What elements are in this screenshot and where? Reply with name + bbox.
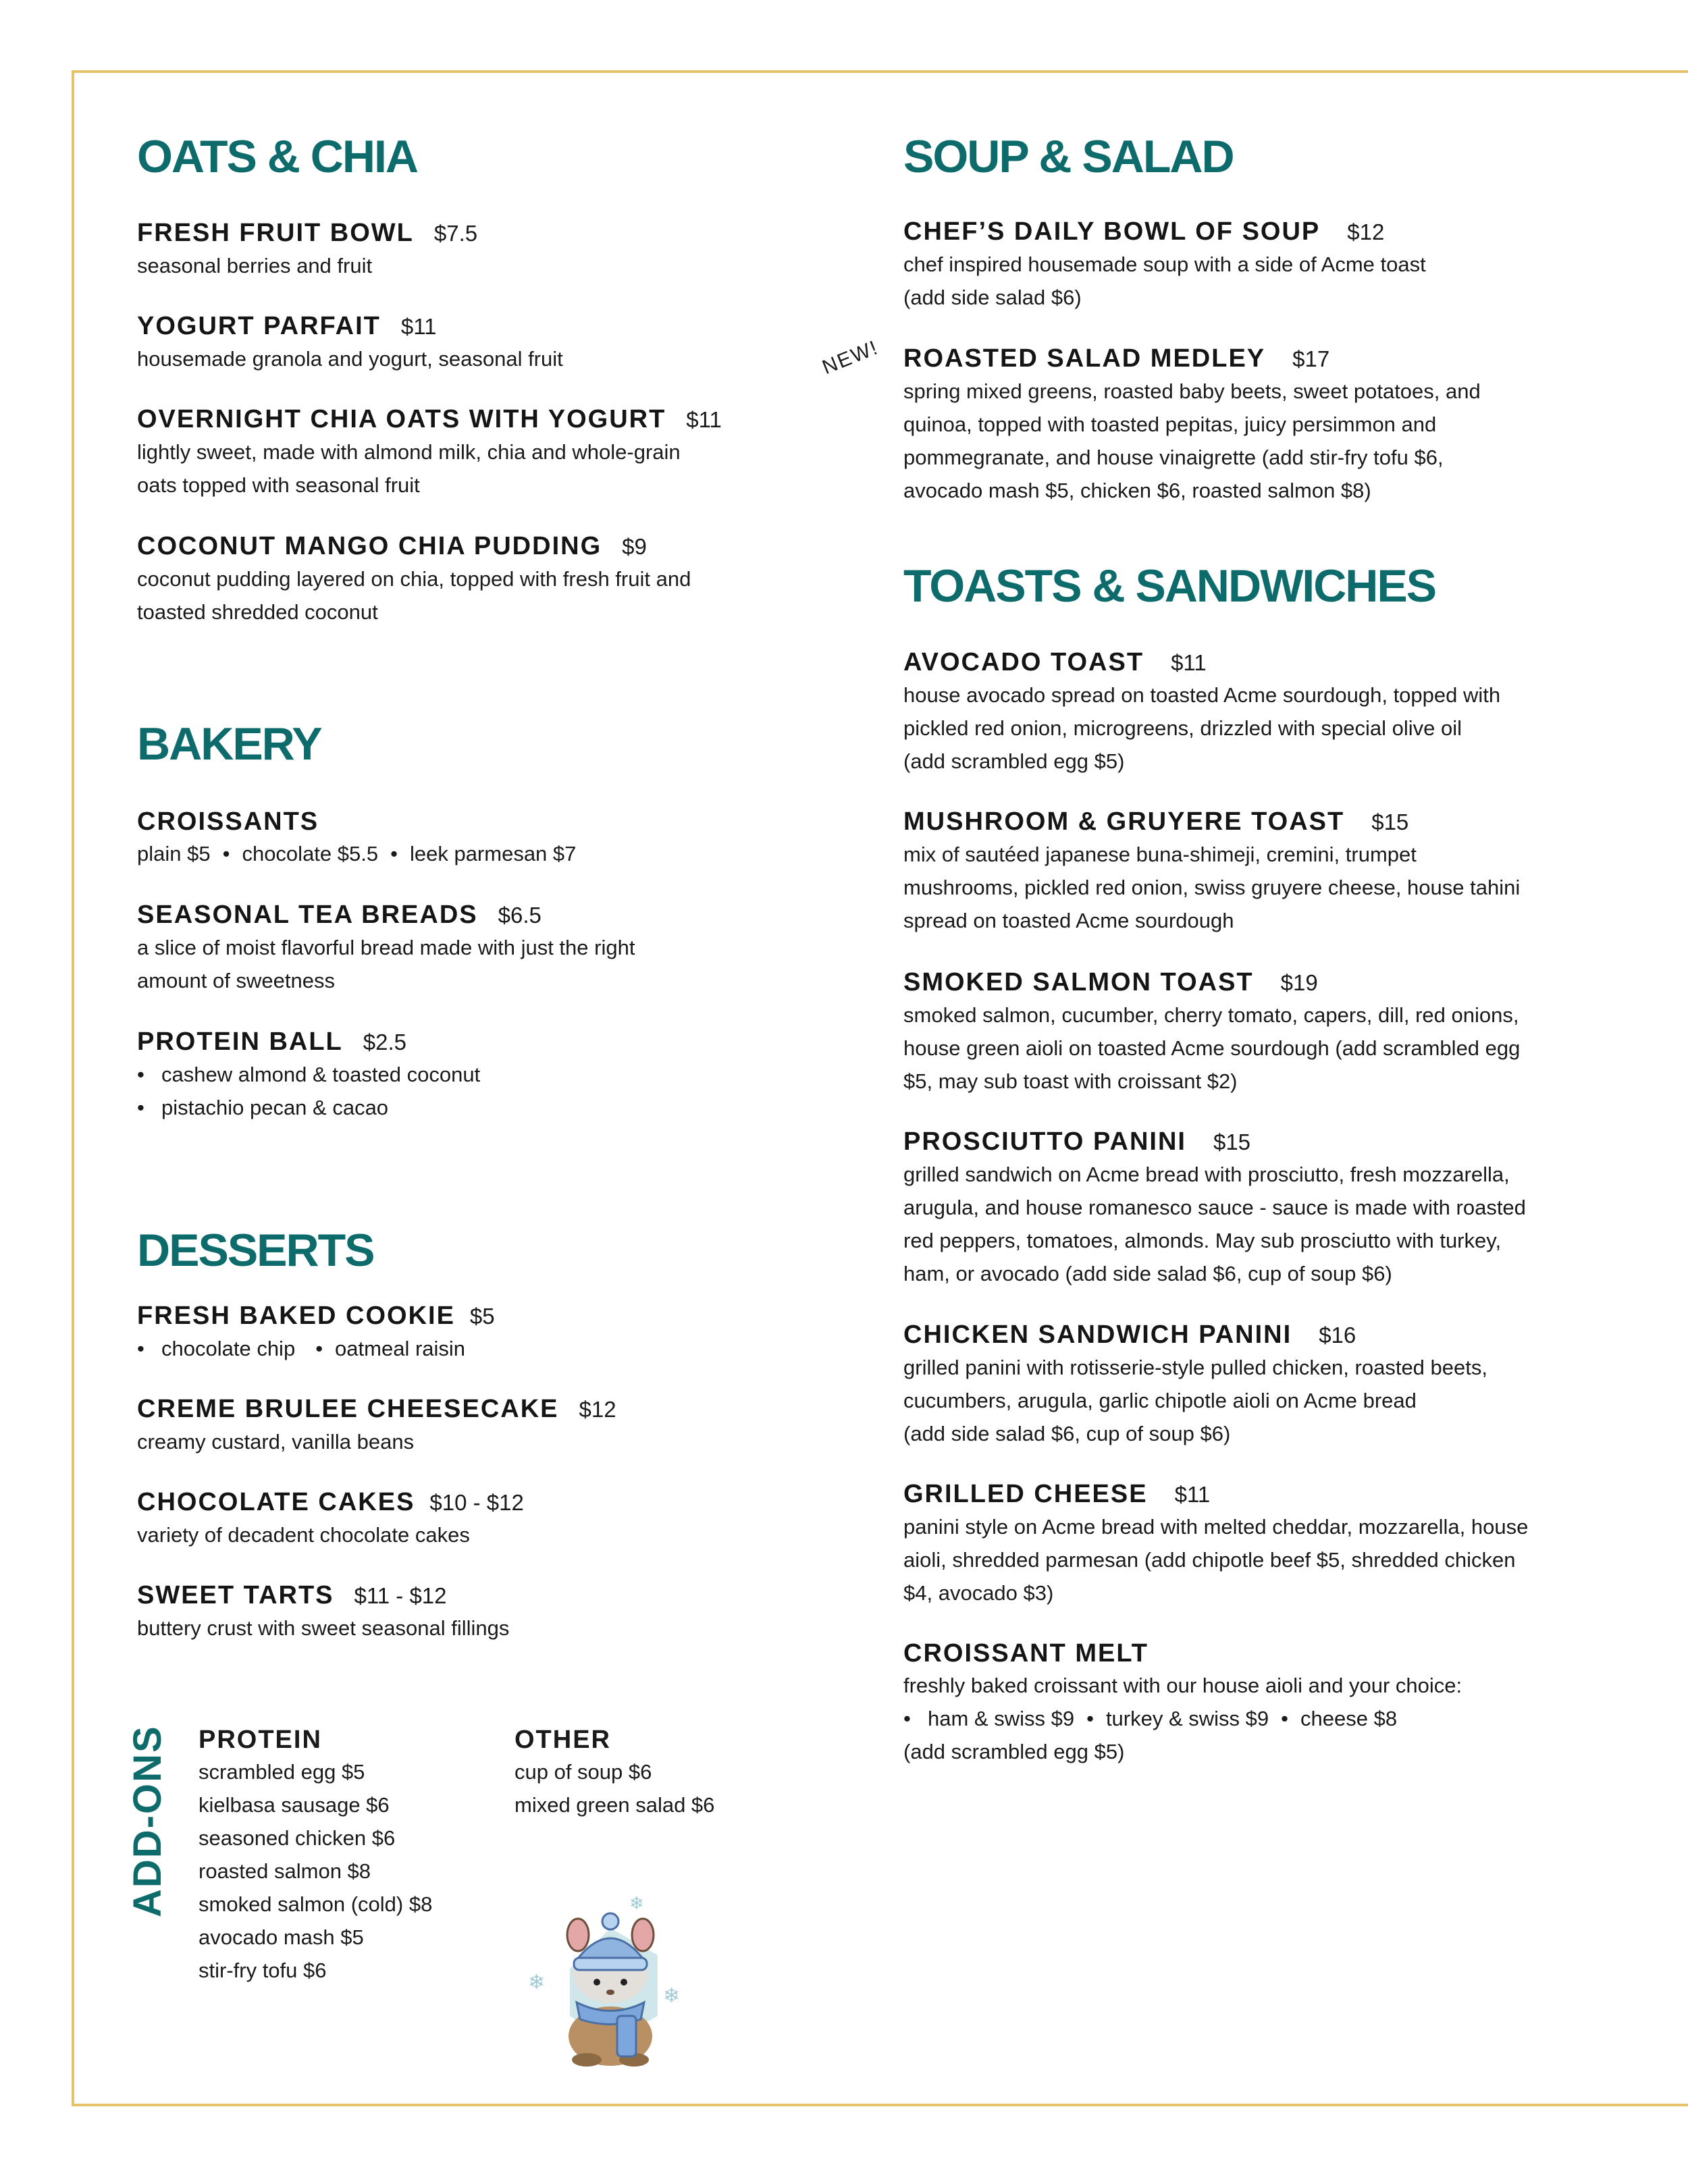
item-name: CROISSANTS (137, 807, 319, 836)
item-price: $11 (1171, 650, 1207, 675)
bullet-item: • pistachio pecan & cacao (137, 1096, 389, 1119)
item-description: aioli, shredded parmesan (add chipotle beef $5, shredded chicken (903, 1548, 1516, 1572)
menu-item-chocolate-cakes (137, 1487, 745, 1551)
addon-row: seasoned chicken $6 (199, 1826, 396, 1850)
menu-item-mushroom-gruyere-toast (903, 806, 1572, 937)
menu-item-creme-brulee-cheesecake (137, 1393, 745, 1458)
item-description: buttery crust with sweet seasonal fillings (137, 1616, 510, 1640)
addon-row: scrambled egg $5 (199, 1760, 365, 1784)
item-name: PROSCIUTTO PANINI (903, 1127, 1186, 1156)
item-description: lightly sweet, made with almond milk, chia and whole-grain (137, 440, 681, 464)
addon-row: cup of soup $6 (515, 1760, 652, 1784)
menu-item-croissants (137, 806, 745, 870)
item-price: $6.5 (498, 903, 542, 928)
menu-item-coconut-mango-chia-pudding (137, 531, 745, 629)
item-description: grilled panini with rotisserie-style pulled chicken, roasted beets, (903, 1356, 1487, 1379)
item-name: SMOKED SALMON TOAST (903, 968, 1254, 996)
item-description: smoked salmon, cucumber, cherry tomato, capers, dill, red onions, (903, 1003, 1519, 1027)
item-name: ROASTED SALAD MEDLEY (903, 344, 1266, 373)
menu-item-roasted-salad-medley (903, 343, 1572, 507)
menu-item-fresh-fruit-bowl (137, 217, 745, 282)
item-name: CHOCOLATE CAKES (137, 1488, 415, 1516)
item-name: CHICKEN SANDWICH PANINI (903, 1321, 1292, 1349)
item-description: variety of decadent chocolate cakes (137, 1523, 470, 1547)
addon-row: avocado mash $5 (199, 1925, 364, 1949)
item-description: avocado mash $5, chicken $6, roasted salmon $8) (903, 479, 1371, 502)
item-description: spring mixed greens, roasted baby beets, sweet potatoes, and (903, 379, 1481, 403)
item-name: CREME BRULEE CHEESECAKE (137, 1395, 559, 1423)
item-price: $12 (1347, 219, 1385, 244)
svg-text:❄: ❄ (629, 1893, 644, 1913)
menu-item-grilled-cheese (903, 1479, 1572, 1609)
item-description: (add scrambled egg $5) (903, 1740, 1125, 1763)
item-description: ham, or avocado (add side salad $6, cup of soup $6) (903, 1262, 1392, 1285)
item-description: mushrooms, pickled red onion, swiss gruyere cheese, house tahini (903, 876, 1521, 899)
item-description: spread on toasted Acme sourdough (903, 909, 1234, 932)
menu-item-fresh-baked-cookie (137, 1300, 745, 1365)
item-name: GRILLED CHEESE (903, 1480, 1148, 1508)
option: plain $5 (137, 842, 211, 865)
soup-heading: SOUP & SALAD (903, 131, 1234, 182)
addons-protein (199, 1724, 432, 1987)
item-name: FRESH FRUIT BOWL (137, 219, 414, 247)
bear-mascot-illustration (523, 1888, 698, 2070)
addons-label: ADD-ONS (126, 1725, 169, 1917)
item-price: $15 (1371, 809, 1409, 834)
item-price: $19 (1280, 970, 1318, 995)
item-description: creamy custard, vanilla beans (137, 1430, 415, 1454)
item-description: house green aioli on toasted Acme sourdough (add scrambled egg (903, 1036, 1521, 1060)
item-description: pommegranate, and house vinaigrette (add stir-fry tofu $6, (903, 446, 1444, 469)
item-price: $11 (400, 314, 437, 339)
croissant-melt-options: • ham & swiss $9 • turkey & swiss $9 • cheese $8 (903, 1707, 1398, 1730)
menu-item-sweet-tarts (137, 1580, 745, 1645)
addons-other-title: OTHER (515, 1726, 611, 1754)
item-description: freshly baked croissant with our house aioli and your choice: (903, 1674, 1462, 1697)
item-description: panini style on Acme bread with melted cheddar, mozzarella, house (903, 1515, 1529, 1539)
item-description: $4, avocado $3) (903, 1581, 1054, 1605)
item-description: amount of sweetness (137, 969, 335, 992)
menu-item-prosciutto-panini (903, 1126, 1572, 1290)
item-description: oats topped with seasonal fruit (137, 473, 420, 497)
item-description: housemade granola and yogurt, seasonal fruit (137, 347, 563, 371)
menu-item-overnight-chia-oats (137, 404, 745, 502)
toasts-heading: TOASTS & SANDWICHES (903, 560, 1436, 612)
option: leek parmesan $7 (409, 842, 577, 865)
menu-item-smoked-salmon-toast (903, 967, 1572, 1098)
item-price: $11 (686, 407, 722, 432)
item-price: $17 (1292, 346, 1330, 371)
addon-row: kielbasa sausage $6 (199, 1793, 390, 1817)
menu-item-protein-ball (137, 1026, 745, 1124)
option: oatmeal raisin (335, 1337, 466, 1360)
item-price: $5 (469, 1304, 495, 1329)
item-description: grilled sandwich on Acme bread with prosciutto, fresh mozzarella, (903, 1163, 1510, 1186)
addon-row: mixed green salad $6 (515, 1793, 715, 1817)
item-description: chef inspired housemade soup with a side of Acme toast (903, 252, 1426, 276)
item-name: PROTEIN BALL (137, 1028, 343, 1056)
item-price: $11 (1174, 1482, 1211, 1507)
item-description: seasonal berries and fruit (137, 254, 373, 277)
item-price: $16 (1319, 1323, 1356, 1348)
item-description: cucumbers, arugula, garlic chipotle aioli on Acme bread (903, 1389, 1417, 1412)
item-price: $12 (579, 1397, 616, 1422)
item-description: quinoa, topped with toasted pepitas, juicy persimmon and (903, 412, 1437, 436)
item-description: toasted shredded coconut (137, 600, 378, 624)
menu-item-croissant-melt (903, 1638, 1572, 1768)
item-description: pickled red onion, microgreens, drizzled with special olive oil (903, 716, 1462, 740)
cookie-options: • chocolate chip • oatmeal raisin (137, 1337, 466, 1360)
menu-item-seasonal-tea-breads (137, 899, 745, 997)
croissant-options: plain $5 • chocolate $5.5 • leek parmesan $7 (137, 842, 577, 865)
desserts-heading: DESSERTS (137, 1225, 374, 1276)
item-name: AVOCADO TOAST (903, 648, 1144, 676)
item-price: $7.5 (433, 221, 478, 246)
item-name: CROISSANT MELT (903, 1639, 1149, 1668)
item-description: $5, may sub toast with croissant $2) (903, 1069, 1238, 1093)
new-badge: NEW! (819, 336, 882, 379)
item-description: (add scrambled egg $5) (903, 749, 1125, 773)
bullet-item: • cashew almond & toasted coconut (137, 1063, 481, 1086)
item-price: $9 (622, 534, 647, 559)
menu-item-yogurt-parfait (137, 311, 745, 375)
item-name: CHEF’S DAILY BOWL OF SOUP (903, 217, 1321, 246)
menu-item-chicken-sandwich-panini (903, 1319, 1572, 1450)
item-price: $2.5 (363, 1030, 407, 1055)
item-price: $15 (1213, 1129, 1251, 1154)
item-name: COCONUT MANGO CHIA PUDDING (137, 532, 602, 560)
item-name: MUSHROOM & GRUYERE TOAST (903, 807, 1345, 836)
item-description: house avocado spread on toasted Acme sourdough, topped with (903, 683, 1501, 707)
menu-item-chefs-daily-soup (903, 216, 1572, 314)
addon-row: stir-fry tofu $6 (199, 1959, 327, 1982)
item-price: $10 - $12 (429, 1490, 524, 1515)
item-name: SWEET TARTS (137, 1581, 334, 1609)
svg-text:❄: ❄ (663, 1985, 681, 2007)
item-name: FRESH BAKED COOKIE (137, 1302, 455, 1330)
addons-protein-title: PROTEIN (199, 1726, 322, 1754)
item-description: (add side salad $6, cup of soup $6) (903, 1422, 1231, 1445)
option: chocolate $5.5 (242, 842, 379, 865)
item-description: (add side salad $6) (903, 286, 1082, 309)
item-description: coconut pudding layered on chia, topped with fresh fruit and (137, 567, 691, 591)
item-price: $11 - $12 (354, 1583, 447, 1608)
item-name: OVERNIGHT CHIA OATS WITH YOGURT (137, 405, 666, 433)
item-description: red peppers, tomatoes, almonds. May sub prosciutto with turkey, (903, 1229, 1502, 1252)
addon-row: roasted salmon $8 (199, 1859, 371, 1883)
item-description: mix of sautéed japanese buna-shimeji, cremini, trumpet (903, 843, 1417, 866)
item-description: arugula, and house romanesco sauce - sauce is made with roasted (903, 1196, 1526, 1219)
item-name: SEASONAL TEA BREADS (137, 901, 478, 929)
addons-other (515, 1724, 714, 1821)
svg-text:❄: ❄ (528, 1971, 546, 1994)
item-description: a slice of moist flavorful bread made with just the right (137, 936, 635, 959)
item-name: YOGURT PARFAIT (137, 312, 381, 340)
oats-heading: OATS & CHIA (137, 131, 417, 182)
menu-item-avocado-toast (903, 647, 1572, 778)
option: chocolate chip (161, 1337, 296, 1360)
addon-row: smoked salmon (cold) $8 (199, 1892, 433, 1916)
bakery-heading: BAKERY (137, 718, 321, 770)
